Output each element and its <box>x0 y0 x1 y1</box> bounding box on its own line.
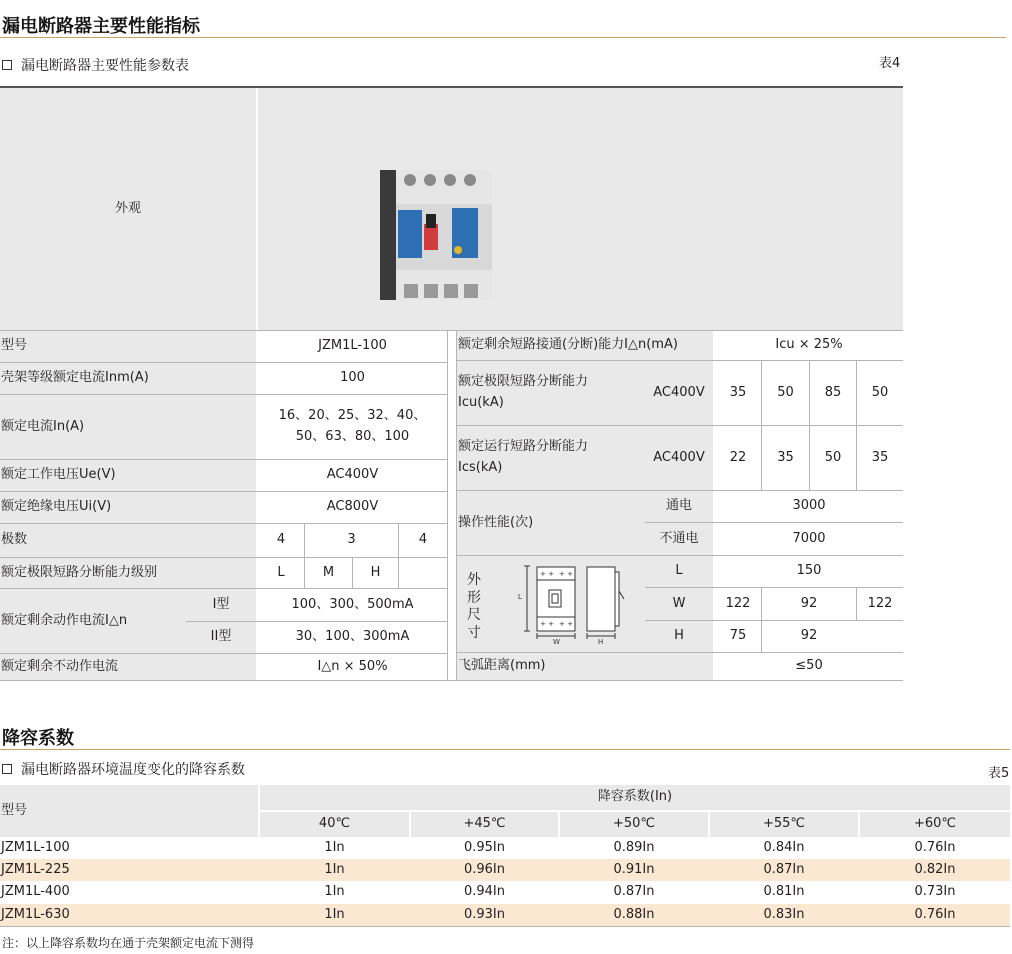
breaking-level-value: M <box>322 564 335 580</box>
section2-title: 降容系数 <box>2 728 74 749</box>
t5-value-cell: 0.73In <box>914 884 956 900</box>
t5-temp-header: +50℃ <box>560 812 708 837</box>
svg-text:+ +: + + <box>559 620 573 628</box>
W-value: 122 <box>867 595 893 611</box>
t5-value-cell: 0.87In <box>613 884 655 900</box>
t5-value-cell: 0.93In <box>463 906 506 922</box>
work-voltage-value: AC400V <box>326 467 379 483</box>
table4-grid <box>0 330 903 331</box>
rated-current-value: 16、20、25、32、40、 50、63、80、100 <box>278 408 427 444</box>
table4-number: 表4 <box>879 56 901 71</box>
t5-value-cell: 0.82In <box>914 861 956 877</box>
ics-voltage: AC400V <box>645 426 713 490</box>
t5-model-cell: JZM1L-630 <box>1 906 70 922</box>
t5-value-cell: 0.81In <box>763 884 805 900</box>
powered-label: 通电 <box>645 491 713 522</box>
type1-label: I型 <box>186 589 256 621</box>
breaking-level-label: 额定极限短路分断能力级别 <box>0 558 256 588</box>
section2-subtitle-text: 漏电断路器环境温度变化的降容系数 <box>21 762 245 778</box>
t5-temp-header: +45℃ <box>411 812 558 837</box>
unpowered-label: 不通电 <box>645 523 713 555</box>
work-voltage-label: 额定工作电压Ue(V) <box>0 460 256 491</box>
powered-value: 3000 <box>792 498 826 514</box>
L-value: 150 <box>796 563 822 579</box>
appearance-label: 外观 <box>114 200 141 216</box>
poles-value: 4 <box>418 532 428 548</box>
frame-current-value: 100 <box>340 370 365 386</box>
icu-value: 85 <box>824 384 842 400</box>
appearance-image-cell <box>258 88 903 330</box>
diagram-h-letter: H <box>598 638 604 645</box>
section2-subtitle <box>2 759 245 779</box>
L-label: L <box>645 556 713 587</box>
t5-value-cell: 1In <box>324 839 345 855</box>
appearance-label-cell <box>0 88 256 330</box>
t5-value-cell: 0.76In <box>914 839 956 855</box>
icu-label: 额定极限短路分断能力 Icu(kA) <box>457 361 713 425</box>
ics-value: 35 <box>871 449 889 465</box>
model-label: 型号 <box>0 331 256 362</box>
icu-value: 35 <box>729 384 747 400</box>
H-value: 92 <box>800 628 818 644</box>
table-row <box>0 881 1010 904</box>
t5-model-header: 型号 <box>0 785 258 837</box>
t5-temp-header: +55℃ <box>710 812 858 837</box>
type1-value: 100、300、500mA <box>291 596 414 612</box>
t5-value-cell: 0.96In <box>463 861 506 877</box>
table5-number: 表5 <box>988 766 1010 781</box>
model-value: JZM1L-100 <box>318 338 387 354</box>
H-label: H <box>645 621 713 652</box>
type2-value: 30、100、300mA <box>295 629 410 645</box>
poles-value: 3 <box>347 532 356 548</box>
t5-value-cell: 0.95In <box>463 839 506 855</box>
diagram-l-letter: L <box>518 593 522 601</box>
t5-value-cell: 1In <box>324 861 345 877</box>
t5-model-cell: JZM1L-400 <box>1 884 70 900</box>
t5-temp-header: 40℃ <box>260 812 409 837</box>
section1-subtitle <box>2 55 189 75</box>
rated-current-label: 额定电流In(A) <box>0 395 256 459</box>
svg-text:+ +: + + <box>540 620 554 628</box>
t5-value-cell: 1In <box>324 906 345 922</box>
unpowered-value: 7000 <box>792 530 826 546</box>
t5-value-cell: 1In <box>324 884 345 900</box>
table5-note: 注：以上降容系数均在通于壳架额定电流下测得 <box>2 936 255 950</box>
ics-value: 50 <box>824 449 842 465</box>
diagram-w-letter: W <box>553 638 560 645</box>
checkbox-square-icon <box>2 764 12 774</box>
icu-voltage: AC400V <box>645 361 713 425</box>
t5-value-cell: 0.88In <box>613 906 655 922</box>
t5-value-cell: 0.84In <box>763 839 805 855</box>
t5-temp-header: +60℃ <box>860 812 1010 837</box>
svg-text:+ +: + + <box>540 570 554 578</box>
dimensions-label: 外 形 尺 寸 <box>467 572 481 641</box>
icu-value: 50 <box>871 384 889 400</box>
t5-value-cell: 0.89In <box>613 839 655 855</box>
H-value: 75 <box>729 628 747 644</box>
checkbox-square-icon <box>2 60 12 70</box>
icu-value: 50 <box>777 384 794 400</box>
t5-model-cell: JZM1L-100 <box>1 839 70 855</box>
t5-value-cell: 0.91In <box>613 861 655 877</box>
breaker-product-image <box>376 166 496 304</box>
table-row <box>0 859 1010 881</box>
W-value: 92 <box>800 595 818 611</box>
t5-coef-header: 降容系数(In) <box>260 785 1010 810</box>
poles-value: 4 <box>276 532 286 548</box>
ics-value: 35 <box>777 449 794 465</box>
non-operating-label: 额定剩余不动作电流 <box>0 654 256 680</box>
operation-label: 操作性能(次) <box>457 491 713 555</box>
t5-model-cell: JZM1L-225 <box>1 861 70 877</box>
poles-label: 极数 <box>0 524 256 557</box>
residual-breaking-label: 额定剩余短路接通(分断)能力I△n(mA) <box>457 331 713 360</box>
type2-label: II型 <box>186 622 256 653</box>
W-label: W <box>645 588 713 620</box>
non-operating-value: I△n × 50% <box>317 658 388 674</box>
W-value: 122 <box>725 595 751 611</box>
table-row <box>0 904 1010 926</box>
arc-distance-label: 飞弧距离(mm) <box>457 653 713 680</box>
t5-value-cell: 0.87In <box>763 861 805 877</box>
frame-current-label: 壳架等级额定电流Inm(A) <box>0 363 256 394</box>
breaking-level-value: H <box>370 564 381 580</box>
residual-current-label: 额定剩余动作电流I△n <box>0 589 186 653</box>
arc-distance-value: ≤50 <box>795 658 823 674</box>
section1-title-rule <box>0 37 1006 38</box>
dimension-diagram <box>518 561 636 645</box>
insulation-voltage-value: AC800V <box>326 499 379 515</box>
section1-subtitle-text: 漏电断路器主要性能参数表 <box>21 58 189 74</box>
breaking-level-value: L <box>277 564 285 580</box>
section1-title: 漏电断路器主要性能指标 <box>2 16 200 37</box>
insulation-voltage-label: 额定绝缘电压Ui(V) <box>0 492 256 523</box>
residual-breaking-value: Icu × 25% <box>775 337 843 353</box>
section2-title-rule <box>0 749 1010 750</box>
table-row <box>0 837 1010 859</box>
svg-text:+ +: + + <box>559 570 573 578</box>
t5-value-cell: 0.94In <box>463 884 506 900</box>
t5-value-cell: 0.76In <box>914 906 956 922</box>
ics-value: 22 <box>729 449 747 465</box>
t5-value-cell: 0.83In <box>763 906 805 922</box>
ics-label: 额定运行短路分断能力 Ics(kA) <box>457 426 713 490</box>
